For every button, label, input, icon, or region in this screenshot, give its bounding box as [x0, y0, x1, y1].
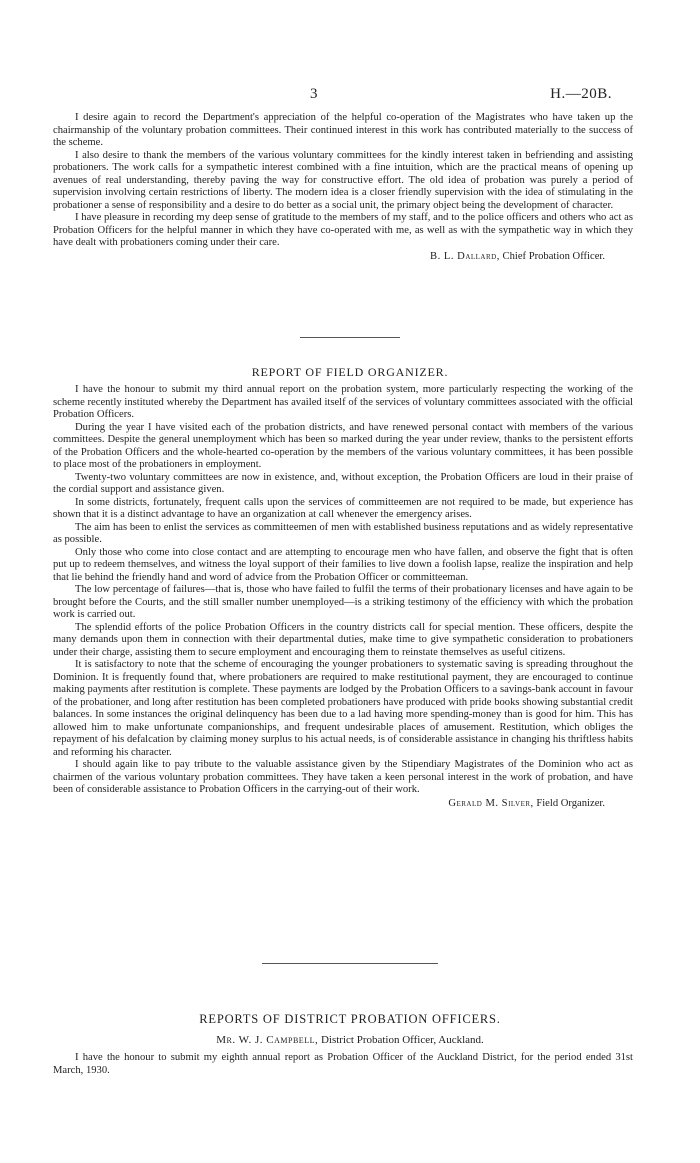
page-header	[0, 86, 700, 106]
paragraph: In some districts, fortunately, frequent calls upon the services of committeemen are not required to be made, but experience has shown that it is a distinct advantage to have an organization at call whenever the emergency arises.	[53, 496, 633, 520]
document-code: H.—20B.	[550, 86, 612, 102]
signature	[53, 251, 633, 264]
paragraph: I have the honour to submit my eighth annual report as Probation Officer of the Auckland District, for the period ended 31st March, 1930.	[53, 1052, 633, 1076]
signature	[53, 798, 633, 811]
paragraph: I should again like to pay tribute to the valuable assistance given by the Stipendiary Magistrates of the Dominion who act as chairmen of the various voluntary probation committees. They have taken a keen personal interest in the work of probation, and have been of considerable assistance to Probation Officers in the carrying-out of their work.	[53, 759, 633, 795]
signature-name: B. L. Dallard,	[430, 250, 500, 262]
paragraph: I desire again to record the Department's appreciation of the helpful co-operation of the Magistrates who have taken up the chairmanship of the voluntary probation committees. Their continued interest in this work has contributed materially to the success of the scheme.	[53, 112, 633, 148]
signature-title: Field Organizer.	[536, 797, 605, 809]
paragraph: It is satisfactory to note that the scheme of encouraging the younger probationers to systematic saving is spreading throughout the Dominion. It is frequently found that, where probationers are required to make restitutional payment, they are encouraged to continue making payments after restitution is complete. These payments are lodged by the Probation Officers to a savings-bank account in favour of the probationer, and long after restitution has been completed probationers have produced with pride books showing substantial credit balances. In some instances the original delinquency has been due to a lad having more spending-money than is good for him. This has allowed him to make unfortunate companionships, and frequent undesirable places of amusement. Restitution, which obliges the repayment of his defalcation by claiming money surplus to his actual needs, is of considerable assistance in changing his thriftless habits and reforming his character.	[53, 659, 633, 758]
paragraph: I also desire to thank the members of the various voluntary committees for the kindly interest taken in befriending and assisting probationers. The work calls for a sympathetic interest combined with a fine intuition, which are the practical means of opening up avenues of real understanding, thereby paving the way for constructive effort. The old idea of probation was purely a period of supervision involving certain restrictions of liberty. The modern idea is a closer friendly supervision with the idea of stimulating in the probationer a sense of responsibility and a desire to do better as a social unit, the primary object being the development of character.	[53, 149, 633, 211]
intro-section	[53, 112, 633, 263]
officer-name: Mr. W. J. Campbell,	[216, 1034, 319, 1046]
paragraph: Twenty-two voluntary committees are now in existence, and, without exception, the Probation Officers are loud in their praise of the cordial support and assistance given.	[53, 471, 633, 495]
signature-title: Chief Probation Officer.	[502, 250, 605, 262]
section-divider	[300, 337, 400, 338]
field-report-section	[53, 384, 633, 810]
officer-role: District Probation Officer, Auckland.	[320, 1034, 484, 1046]
district-reports-heading: REPORTS OF DISTRICT PROBATION OFFICERS.	[199, 1012, 501, 1026]
paragraph: During the year I have visited each of the probation districts, and have renewed personal contact with members of the various committees. Despite the general unemployment which has been so marked during the year under review, thanks to the persistent efforts of the Probation Officers and the whole-hearted co-operation by the members of the various voluntary committees, it has been possible to place most of the probationers in employment.	[53, 421, 633, 470]
page-number: 3	[310, 86, 318, 102]
district-report-section	[53, 1052, 633, 1077]
section-divider	[262, 963, 438, 964]
paragraph: The low percentage of failures—that is, those who have failed to fulfil the terms of their probationary licenses and have again to be brought before the Courts, and the still smaller number unemployed—is a striking testimony of the efficiency with which the probation work is carried out.	[53, 584, 633, 620]
district-officer-subheading	[0, 1034, 700, 1046]
paragraph: Only those who come into close contact and are attempting to encourage men who have fallen, and observe the fight that is often put up to redeem themselves, and witness the loyal support of their families to live down a foolish lapse, realize the inspiration and help that lie behind the friendly hand and word of advice from the Probation Officer or committeeman.	[53, 546, 633, 583]
paragraph: The splendid efforts of the police Probation Officers in the country districts call for special mention. These officers, despite the many demands upon them in connection with their departmental duties, make time to give sympathetic consideration to probationers under their charge, assisting them to secure employment and encouraging them to reinstate themselves as useful citizens.	[53, 621, 633, 658]
paragraph: I have pleasure in recording my deep sense of gratitude to the members of my staff, and to the police officers and others who act as Probation Officers for the helpful manner in which they have co-operated with me, as well as with the sympathetic way in which they have dealt with probationers coming under their care.	[53, 212, 633, 248]
paragraph: I have the honour to submit my third annual report on the probation system, more particularly respecting the working of the scheme recently instituted whereby the Department has availed itself of the services of voluntary committees associated with the official Probation Officers.	[53, 384, 633, 420]
signature-name: Gerald M. Silver,	[448, 797, 534, 809]
paragraph: The aim has been to enlist the services as committeemen of men with established business reputations and as widely representative as possible.	[53, 521, 633, 545]
field-report-heading: REPORT OF FIELD ORGANIZER.	[251, 365, 449, 379]
